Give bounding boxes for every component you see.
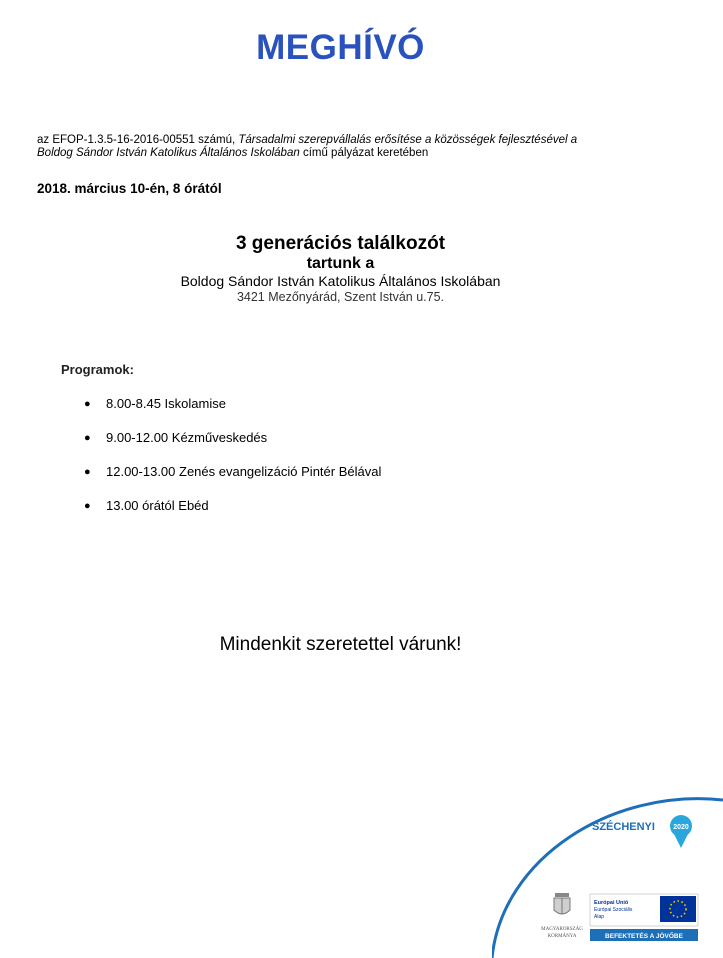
program-item-text: 8.00-8.45 Iskolamise: [106, 396, 226, 411]
intro-project-title-line1: Társadalmi szerepvállalás erősítése a közösségek fejlesztésével a: [238, 134, 578, 146]
event-date: 2018. március 10-én, 8 órától: [37, 181, 222, 196]
gov-line2: KORMÁNYA: [547, 934, 577, 939]
program-item: [84, 396, 381, 430]
program-heading: Programok:: [61, 362, 134, 377]
bullet-icon: ●: [84, 466, 91, 478]
program-item: [84, 430, 381, 464]
program-item-text: 9.00-12.00 Kézműveskedés: [106, 430, 268, 445]
year-text: 2020: [673, 824, 689, 831]
program-item-text: 12.00-13.00 Zenés evangelizáció Pintér Bélával: [106, 464, 382, 479]
event-subtitle: tartunk a: [306, 255, 375, 272]
school-name: Boldog Sándor István Katolikus Általános Iskolában: [180, 273, 501, 289]
event-block: [0, 233, 681, 304]
program-item-text: 13.00 órától Ebéd: [106, 498, 209, 513]
intro-suffix: című pályázat keretében: [299, 147, 429, 159]
program-item: [84, 464, 381, 498]
gov-line1: MAGYARORSZÁG: [541, 927, 583, 932]
school-address: 3421 Mezőnyárád, Szent István u.75.: [236, 290, 445, 304]
program-list: [84, 396, 381, 532]
eu-line1: Európai Unió: [594, 900, 629, 906]
bullet-icon: ●: [84, 500, 91, 512]
intro-project-title-line2: Boldog Sándor István Katolikus Általános Iskolában: [37, 147, 300, 159]
intro-prefix: az EFOP-1.3.5-16-2016-00551 számú,: [37, 134, 239, 146]
closing-message: Mindenkit szeretettel várunk!: [219, 634, 462, 655]
intro-paragraph: [37, 134, 677, 160]
eu-line3: Alap: [594, 914, 605, 920]
invitation-title: MEGHÍVÓ: [256, 28, 425, 67]
szechenyi-2020-logo: [492, 778, 723, 958]
coat-of-arms-icon: [554, 893, 570, 914]
map-pin-icon: [670, 815, 692, 848]
eu-line2: Európai Szociális: [594, 907, 633, 913]
bullet-icon: ●: [84, 432, 91, 444]
program-item: [84, 498, 381, 532]
banner-text: BEFEKTETÉS A JÖVŐBE: [605, 933, 683, 940]
event-title: 3 generációs találkozót: [235, 233, 446, 254]
szechenyi-text: SZÉCHENYI: [592, 821, 655, 833]
eu-flag-icon: [660, 896, 696, 922]
bullet-icon: ●: [84, 398, 91, 410]
